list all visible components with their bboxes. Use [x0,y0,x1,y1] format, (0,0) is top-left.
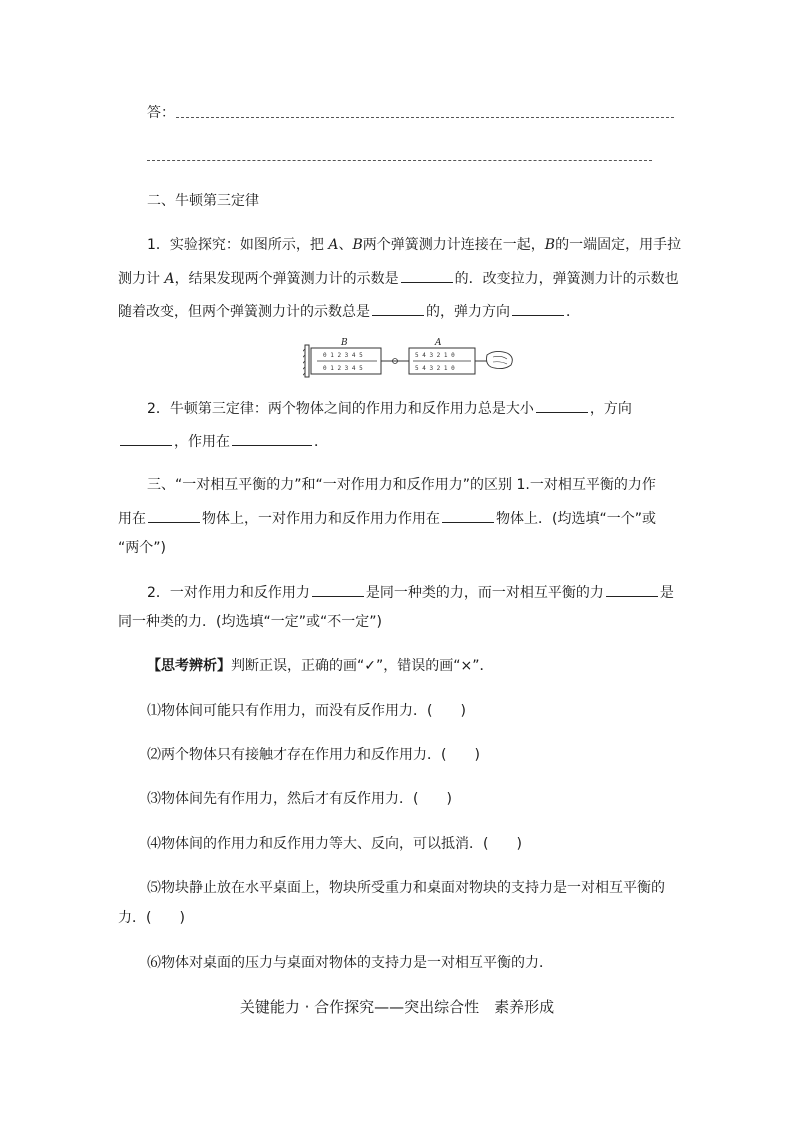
svg-text:5 4 3 2 1 0: 5 4 3 2 1 0 [415,365,455,372]
section2-q1-line3: 随着改变，但两个弹簧测力计的示数总是 的，弹力方向 ． [118,301,580,322]
blank[interactable] [401,268,453,283]
figure-label-a: A [435,338,442,348]
blank[interactable] [232,431,312,446]
section2-q2-line1: 2．牛顿第三定律：两个物体之间的作用力和反作用力总是大小 ，方向 [147,398,632,419]
footer-title: 关键能力 · 合作探究——突出综合性 素养形成 [239,998,555,1016]
thinking-item: ⑶物体间先有作用力，然后才有反作用力．( ) [147,791,452,807]
figure-label-b: B [341,338,348,348]
blank[interactable] [442,508,494,523]
blank[interactable] [512,301,564,316]
svg-text:0 1 2 3 4 5: 0 1 2 3 4 5 [323,365,363,372]
thinking-label: 【思考辨析】 [147,658,231,674]
section3-q2-line2: 同一种类的力．(均选填“一定”或“不一定”) [118,614,382,630]
section2-q1-line2: 测力计 A，结果发现两个弹簧测力计的示数是 的．改变拉力，弹簧测力计的示数也 [118,268,679,289]
svg-text:0 1 2 3 4 5: 0 1 2 3 4 5 [323,352,363,359]
blank[interactable] [372,301,424,316]
thinking-intro: 【思考辨析】判断正误，正确的画“✓”，错误的画“×”． [147,658,494,674]
blank[interactable] [120,431,172,446]
section2-q1-line1: 1．实验探究：如图所示，把 A、B两个弹簧测力计连接在一起，B的一端固定，用手拉 [147,237,682,253]
answer-dotted-line-1 [176,117,674,118]
thinking-item: ⑸物块静止放在水平桌面上，物块所受重力和桌面对物块的支持力是一对相互平衡的 [147,880,665,896]
blank[interactable] [606,582,658,597]
section3-q2-line1: 2．一对作用力和反作用力 是同一种类的力，而一对相互平衡的力 是 [147,582,674,603]
thinking-item: 力．( ) [118,910,185,926]
thinking-item: ⑵两个物体只有接触才存在作用力和反作用力．( ) [147,747,480,763]
section3-line2: 用在 物体上，一对作用力和反作用力作用在 物体上．(均选填“一个”或 [118,508,656,529]
blank[interactable] [536,398,588,413]
section3-line3: “两个”) [118,540,166,556]
thinking-item: ⑷物体间的作用力和反作用力等大、反向，可以抵消．( ) [147,836,522,852]
answer-dotted-line-2 [147,160,652,161]
section3-line1: 三、“一对相互平衡的力”和“一对作用力和反作用力”的区别 1.一对相互平衡的力作 [147,477,656,493]
thinking-item: ⑹物体对桌面的压力与桌面对物体的支持力是一对相互平衡的力． [147,955,553,971]
spring-scales-figure [303,337,517,381]
section2-title: 二、牛顿第三定律 [147,193,259,209]
section2-q2-line2: ，作用在 ． [118,431,328,452]
blank[interactable] [148,508,200,523]
svg-text:5 4 3 2 1 0: 5 4 3 2 1 0 [415,352,455,359]
thinking-item: ⑴物体间可能只有作用力，而没有反作用力．( ) [147,703,466,719]
blank[interactable] [312,582,364,597]
answer-label: 答： [147,105,175,121]
